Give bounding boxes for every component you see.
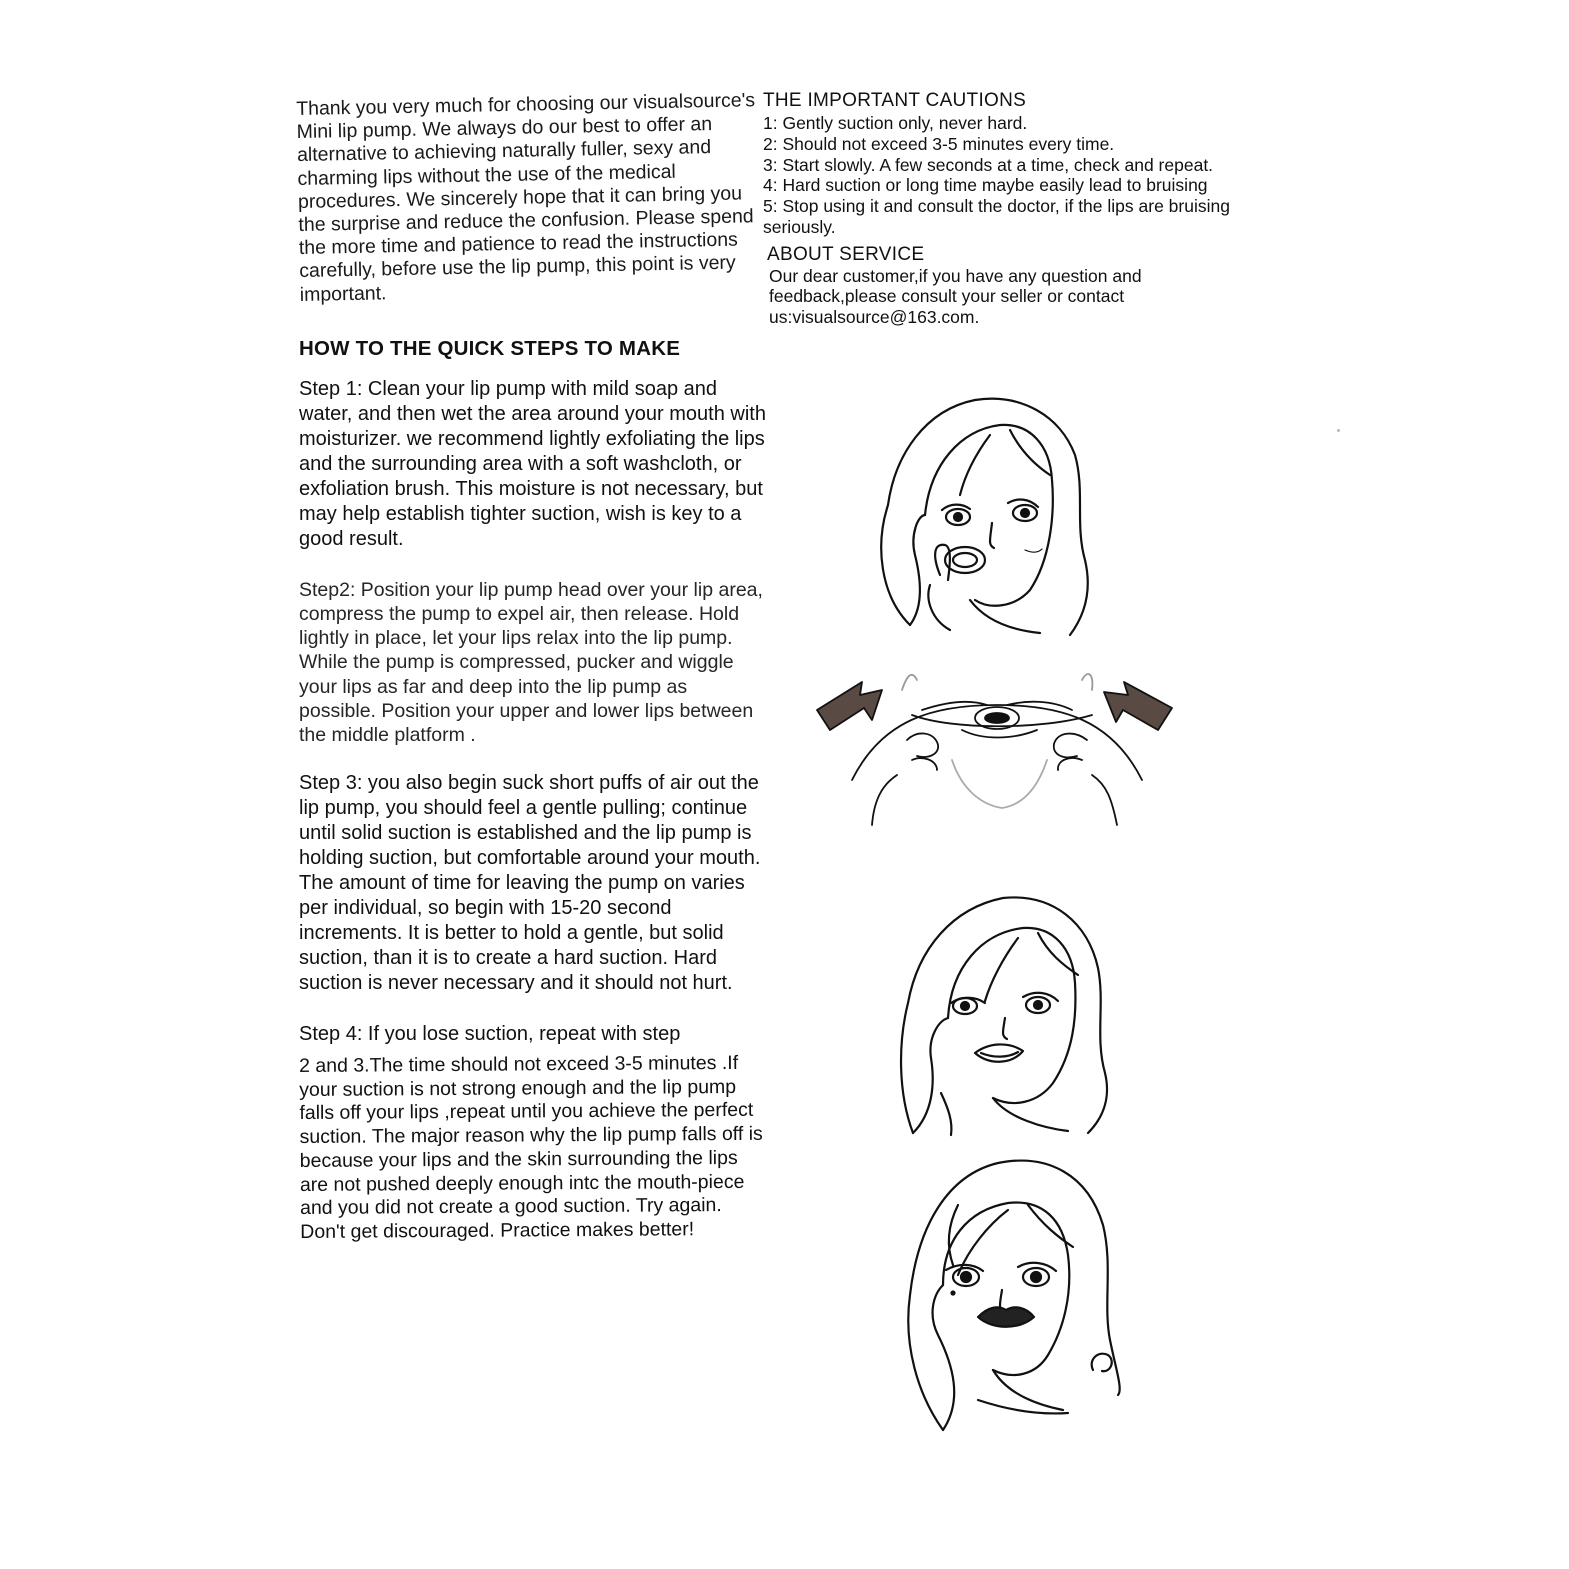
- step-2-text: Step2: Position your lip pump head over your lip area, compress the pump to expel air, then release. Hold lightly in place, let your lips relax into the lip pump. While the pump is compressed, pucker and wiggle your lips as far and deep into the lip pump as possible. Position your upper and lower lips between the middle platform .: [299, 578, 763, 747]
- service-text: Our dear customer,if you have any question and feedback,please consult your seller or contact us:visualsource@163.com.: [769, 265, 1142, 327]
- step-4-heading: Step 4: If you lose suction, repeat with step: [299, 1023, 681, 1046]
- cautions-list: [763, 113, 1243, 238]
- steps-heading: HOW TO THE QUICK STEPS TO MAKE: [299, 336, 681, 360]
- caution-item: 3: Start slowly. A few seconds at a time, check and repeat.: [763, 154, 1214, 175]
- cautions-title: THE IMPORTANT CAUTIONS: [763, 90, 1027, 111]
- illustration-applying-pump: [870, 395, 1110, 640]
- illustration-suction: [893, 893, 1123, 1138]
- service-title: ABOUT SERVICE: [767, 243, 925, 265]
- caution-item: 4: Hard suction or long time maybe easily lead to bruising: [763, 175, 1208, 196]
- caution-item: 2: Should not exceed 3-5 minutes every time.: [763, 133, 1115, 154]
- step-4-text: 2 and 3.The time should not exceed 3-5 minutes .If your suction is not strong enough and the lip pump falls off your lips ,repeat until you achieve the perfect suction. The major reason why the lip pump falls off is because your lips and the skin surrounding the lips are not pushed deeply enough intc the mouth-piece and you did not create a good suction. Try again. Don't get discouraged. Practice makes better!: [299, 1052, 763, 1244]
- intro-paragraph: Thank you very much for choosing our visualsource's Mini lip pump. We always do our best to offer an alternative to achieving naturally fuller, sexy and charming lips without the use of the medical procedures. We sincerely hope that it can bring you the surprise and reduce the confusion. Please spend the more time and patience to read the instructions carefully, before use the lip pump, this point is very important.: [296, 89, 756, 306]
- step-3-text: Step 3: you also begin suck short puffs of air out the lip pump, you should feel a gentle pulling; continue until solid suction is established and the lip pump is holding suction, but comfortable around your mouth. The amount of time for leaving the pump on varies per individual, so begin with 15-20 second increments. It is better to hold a gentle, but solid suction, than it is to create a hard suction. Hard suction is never necessary and it should not hurt.: [299, 772, 761, 995]
- illustration-result: [898, 1155, 1133, 1435]
- caution-item: 5: Stop using it and consult the doctor, if the lips are bruising seriously.: [763, 196, 1230, 237]
- caution-item: 1: Gently suction only, never hard.: [763, 113, 1028, 133]
- stray-mark: [1337, 429, 1340, 432]
- step-1-text: Step 1: Clean your lip pump with mild soap and water, and then wet the area around your mouth with moisturizer. we recommend lightly exfoliating the lips and the surrounding area with a soft washcloth, or exfoliation brush. This moisture is not necessary, but may help establish tighter suction, wish is key to a good result.: [299, 377, 766, 550]
- left-column: [296, 89, 766, 1245]
- right-column: [763, 90, 1243, 327]
- illustration-pump-on-lips: [812, 660, 1182, 830]
